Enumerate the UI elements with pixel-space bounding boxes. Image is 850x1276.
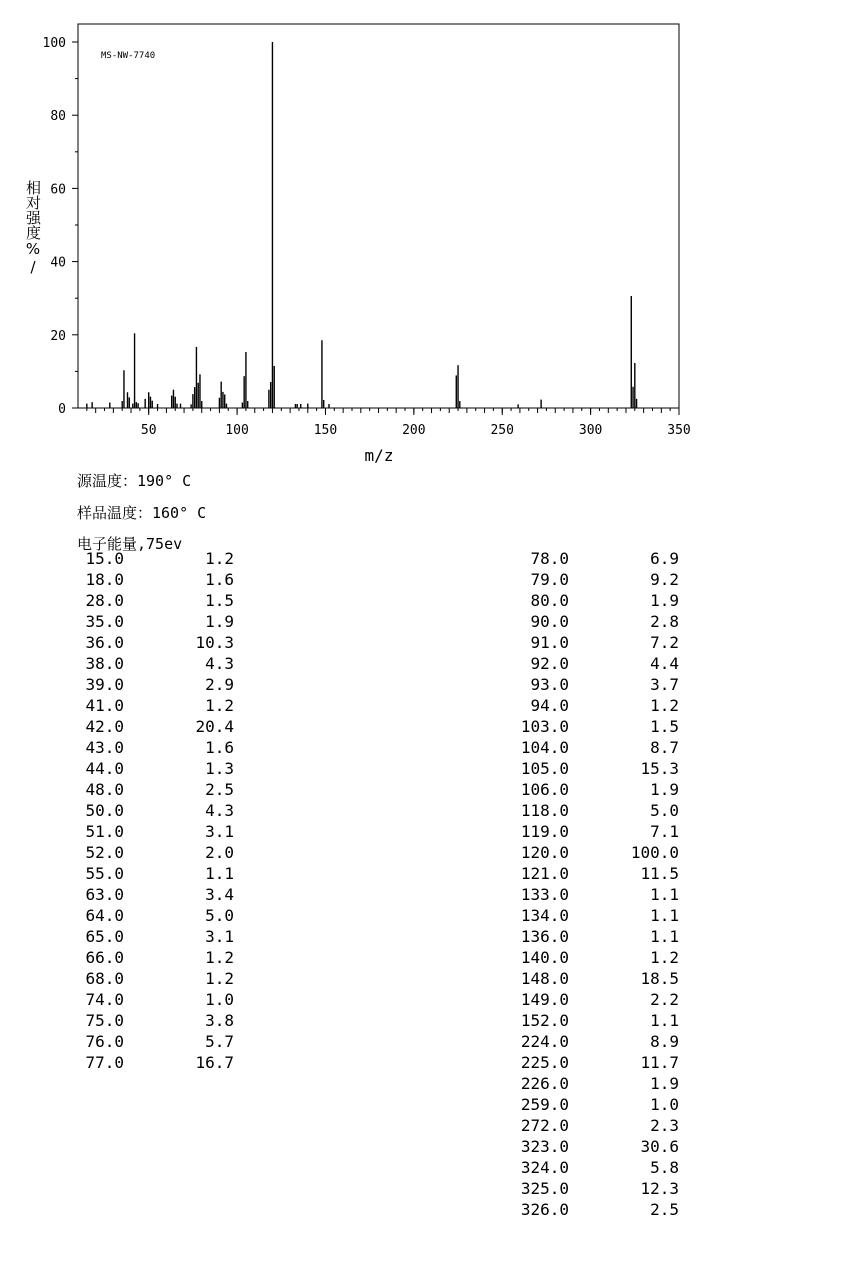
peak-row	[509, 905, 679, 926]
x-tick-label-100: 100	[225, 423, 249, 438]
peak-mz: 77.0	[85, 1053, 124, 1072]
y-tick-label-60: 60	[50, 182, 66, 198]
peak-mz: 74.0	[85, 990, 124, 1009]
mass-spectrum-chart	[0, 0, 850, 470]
peak-mz: 75.0	[85, 1011, 124, 1030]
peak-mz: 36.0	[85, 633, 124, 652]
sample-temperature: 样品温度：160° C	[77, 504, 207, 522]
peak-row	[64, 863, 234, 884]
peak-abundance: 2.3	[650, 1116, 679, 1135]
peak-mz: 104.0	[520, 738, 569, 757]
peak-row	[64, 947, 234, 968]
peak-row	[509, 1094, 679, 1115]
peak-abundance: 20.4	[195, 717, 234, 736]
x-tick-label-200: 200	[402, 423, 426, 438]
peak-row	[509, 1073, 679, 1094]
peak-row	[64, 1052, 234, 1073]
source-temperature: 源温度：190° C	[77, 472, 192, 490]
peak-abundance: 1.2	[205, 549, 234, 568]
peak-mz: 259.0	[520, 1095, 569, 1114]
peak-abundance: 1.6	[205, 738, 234, 757]
peak-abundance: 11.7	[640, 1053, 679, 1072]
peak-abundance: 1.1	[650, 906, 679, 925]
peak-row	[509, 569, 679, 590]
peak-abundance: 16.7	[195, 1053, 234, 1072]
peak-abundance: 2.5	[650, 1200, 679, 1219]
peak-abundance: 3.1	[205, 927, 234, 946]
peak-mz: 51.0	[85, 822, 124, 841]
peak-mz: 140.0	[520, 948, 569, 967]
peak-mz: 326.0	[520, 1200, 569, 1219]
peak-row	[509, 674, 679, 695]
peak-mz: 76.0	[85, 1032, 124, 1051]
peak-row	[64, 695, 234, 716]
peak-row	[64, 905, 234, 926]
peak-abundance: 2.9	[205, 675, 234, 694]
peak-abundance: 3.8	[205, 1011, 234, 1030]
y-tick-label-40: 40	[50, 255, 66, 271]
peak-mz: 226.0	[520, 1074, 569, 1093]
peak-mz: 15.0	[85, 549, 124, 568]
peak-mz: 42.0	[85, 717, 124, 736]
peak-row	[509, 842, 679, 863]
peak-abundance: 12.3	[640, 1179, 679, 1198]
peak-abundance: 1.9	[650, 591, 679, 610]
peak-abundance: 3.4	[205, 885, 234, 904]
peak-abundance: 5.0	[205, 906, 234, 925]
plot-frame	[78, 24, 679, 408]
peak-row	[64, 611, 234, 632]
peak-mz: 80.0	[530, 591, 569, 610]
peak-row	[64, 590, 234, 611]
peak-mz: 18.0	[85, 570, 124, 589]
peak-row	[509, 653, 679, 674]
peak-abundance: 10.3	[195, 633, 234, 652]
peak-abundance: 1.2	[205, 969, 234, 988]
peak-abundance: 1.6	[205, 570, 234, 589]
peak-abundance: 2.2	[650, 990, 679, 1009]
peak-mz: 106.0	[520, 780, 569, 799]
peak-row	[64, 989, 234, 1010]
peak-mz: 48.0	[85, 780, 124, 799]
peak-row	[509, 863, 679, 884]
peak-abundance: 1.1	[205, 864, 234, 883]
peak-mz: 94.0	[530, 696, 569, 715]
peak-row	[64, 821, 234, 842]
peak-row	[64, 884, 234, 905]
peak-row	[509, 779, 679, 800]
y-tick-label-100: 100	[42, 36, 66, 51]
peak-row	[509, 821, 679, 842]
peak-row	[509, 884, 679, 905]
peak-row	[509, 1031, 679, 1052]
peak-row	[64, 1010, 234, 1031]
peak-mz: 39.0	[85, 675, 124, 694]
y-axis-label	[24, 180, 42, 280]
peak-mz: 225.0	[520, 1053, 569, 1072]
peak-mz: 148.0	[520, 969, 569, 988]
peak-abundance: 7.1	[650, 822, 679, 841]
peak-abundance: 11.5	[640, 864, 679, 883]
peak-row	[64, 653, 234, 674]
y-axis-ticks	[43, 36, 78, 417]
y-tick-label-20: 20	[50, 328, 66, 344]
peak-row	[509, 989, 679, 1010]
peak-abundance: 1.9	[650, 780, 679, 799]
peak-mz: 66.0	[85, 948, 124, 967]
peak-mz: 133.0	[520, 885, 569, 904]
peak-abundance: 2.0	[205, 843, 234, 862]
y-tick-label-0: 0	[58, 402, 66, 417]
y-tick-label-80: 80	[50, 109, 66, 125]
peak-mz: 105.0	[520, 759, 569, 778]
peak-row	[509, 1157, 679, 1178]
peak-abundance: 1.5	[205, 591, 234, 610]
x-tick-label-300: 300	[578, 423, 603, 438]
peak-abundance: 1.1	[650, 1011, 679, 1030]
peak-row	[509, 1136, 679, 1157]
peak-row	[509, 1178, 679, 1199]
peak-abundance: 8.9	[650, 1032, 679, 1051]
peak-row	[509, 800, 679, 821]
peak-abundance: 6.9	[650, 549, 679, 568]
peak-mz: 324.0	[520, 1158, 569, 1177]
peak-row	[509, 695, 679, 716]
peak-row	[64, 569, 234, 590]
peak-abundance: 15.3	[640, 759, 679, 778]
peak-abundance: 30.6	[640, 1137, 679, 1156]
peak-mz: 44.0	[85, 759, 124, 778]
peak-bars	[87, 42, 637, 408]
peak-mz: 323.0	[520, 1137, 569, 1156]
peak-row	[509, 590, 679, 611]
peak-abundance: 1.1	[650, 927, 679, 946]
peak-mz: 50.0	[85, 801, 124, 820]
peak-row	[509, 947, 679, 968]
peak-mz: 79.0	[530, 570, 569, 589]
peak-mz: 68.0	[85, 969, 124, 988]
peak-row	[64, 632, 234, 653]
peak-row	[509, 548, 679, 569]
peak-mz: 35.0	[85, 612, 124, 631]
peak-mz: 93.0	[530, 675, 569, 694]
peak-row	[64, 800, 234, 821]
peak-row	[64, 716, 234, 737]
peak-row	[64, 779, 234, 800]
peak-table-right	[509, 548, 679, 1220]
peak-mz: 65.0	[85, 927, 124, 946]
peak-mz: 63.0	[85, 885, 124, 904]
peak-abundance: 5.0	[650, 801, 679, 820]
peak-mz: 134.0	[520, 906, 569, 925]
x-axis-label: m/z	[364, 446, 394, 465]
electron-energy: 电子能量,75ev	[77, 535, 183, 553]
peak-row	[64, 548, 234, 569]
peak-mz: 55.0	[85, 864, 124, 883]
peak-abundance: 1.0	[205, 990, 234, 1009]
peak-mz: 119.0	[520, 822, 569, 841]
peak-abundance: 1.3	[205, 759, 234, 778]
peak-mz: 90.0	[530, 612, 569, 631]
chart-annotation: MS-NW-7740	[101, 51, 156, 61]
x-tick-label-250: 250	[490, 423, 514, 438]
peak-abundance: 18.5	[640, 969, 679, 988]
peak-row	[509, 758, 679, 779]
x-tick-label-50: 50	[140, 423, 157, 438]
peak-row	[509, 737, 679, 758]
peak-row	[509, 1199, 679, 1220]
peak-row	[64, 758, 234, 779]
peak-abundance: 5.7	[205, 1032, 234, 1051]
peak-abundance: 1.5	[650, 717, 679, 736]
y-axis-label-text: 相对强度%/	[24, 180, 42, 276]
peak-mz: 272.0	[520, 1116, 569, 1135]
peak-mz: 92.0	[530, 654, 569, 673]
peak-mz: 38.0	[85, 654, 124, 673]
peak-abundance: 7.2	[650, 633, 679, 652]
peak-row	[509, 926, 679, 947]
peak-mz: 325.0	[520, 1179, 569, 1198]
peak-row	[509, 716, 679, 737]
peak-mz: 224.0	[520, 1032, 569, 1051]
peak-abundance: 1.2	[205, 948, 234, 967]
peak-mz: 118.0	[520, 801, 569, 820]
peak-abundance: 1.0	[650, 1095, 679, 1114]
peak-row	[64, 1031, 234, 1052]
peak-mz: 149.0	[520, 990, 569, 1009]
peak-mz: 136.0	[520, 927, 569, 946]
peak-abundance: 4.3	[205, 801, 234, 820]
peak-abundance: 4.3	[205, 654, 234, 673]
peak-row	[64, 737, 234, 758]
peak-table-left	[64, 548, 234, 1073]
peak-mz: 64.0	[85, 906, 124, 925]
peak-abundance: 5.8	[650, 1158, 679, 1177]
peak-row	[509, 632, 679, 653]
x-tick-label-350: 350	[667, 423, 691, 438]
peak-row	[509, 1010, 679, 1031]
peak-abundance: 1.2	[650, 696, 679, 715]
x-tick-label-150: 150	[313, 423, 338, 438]
peak-row	[509, 611, 679, 632]
peak-mz: 52.0	[85, 843, 124, 862]
peak-row	[64, 674, 234, 695]
peak-abundance: 1.1	[650, 885, 679, 904]
peak-mz: 28.0	[85, 591, 124, 610]
peak-mz: 152.0	[520, 1011, 569, 1030]
peak-row	[509, 1115, 679, 1136]
peak-row	[64, 968, 234, 989]
peak-abundance: 1.2	[205, 696, 234, 715]
peak-mz: 121.0	[520, 864, 569, 883]
peak-abundance: 9.2	[650, 570, 679, 589]
peak-abundance: 3.7	[650, 675, 679, 694]
peak-mz: 91.0	[530, 633, 569, 652]
peak-mz: 103.0	[520, 717, 569, 736]
peak-mz: 41.0	[85, 696, 124, 715]
peak-mz: 43.0	[85, 738, 124, 757]
peak-row	[64, 926, 234, 947]
peak-abundance: 2.5	[205, 780, 234, 799]
peak-abundance: 3.1	[205, 822, 234, 841]
peak-row	[64, 842, 234, 863]
peak-abundance: 100.0	[630, 843, 679, 862]
peak-abundance: 4.4	[650, 654, 679, 673]
peak-mz: 120.0	[520, 843, 569, 862]
peak-mz: 78.0	[530, 549, 569, 568]
peak-abundance: 1.9	[650, 1074, 679, 1093]
peak-abundance: 1.2	[650, 948, 679, 967]
peak-row	[509, 1052, 679, 1073]
peak-abundance: 2.8	[650, 612, 679, 631]
peak-row	[509, 968, 679, 989]
peak-abundance: 1.9	[205, 612, 234, 631]
peak-abundance: 8.7	[650, 738, 679, 757]
